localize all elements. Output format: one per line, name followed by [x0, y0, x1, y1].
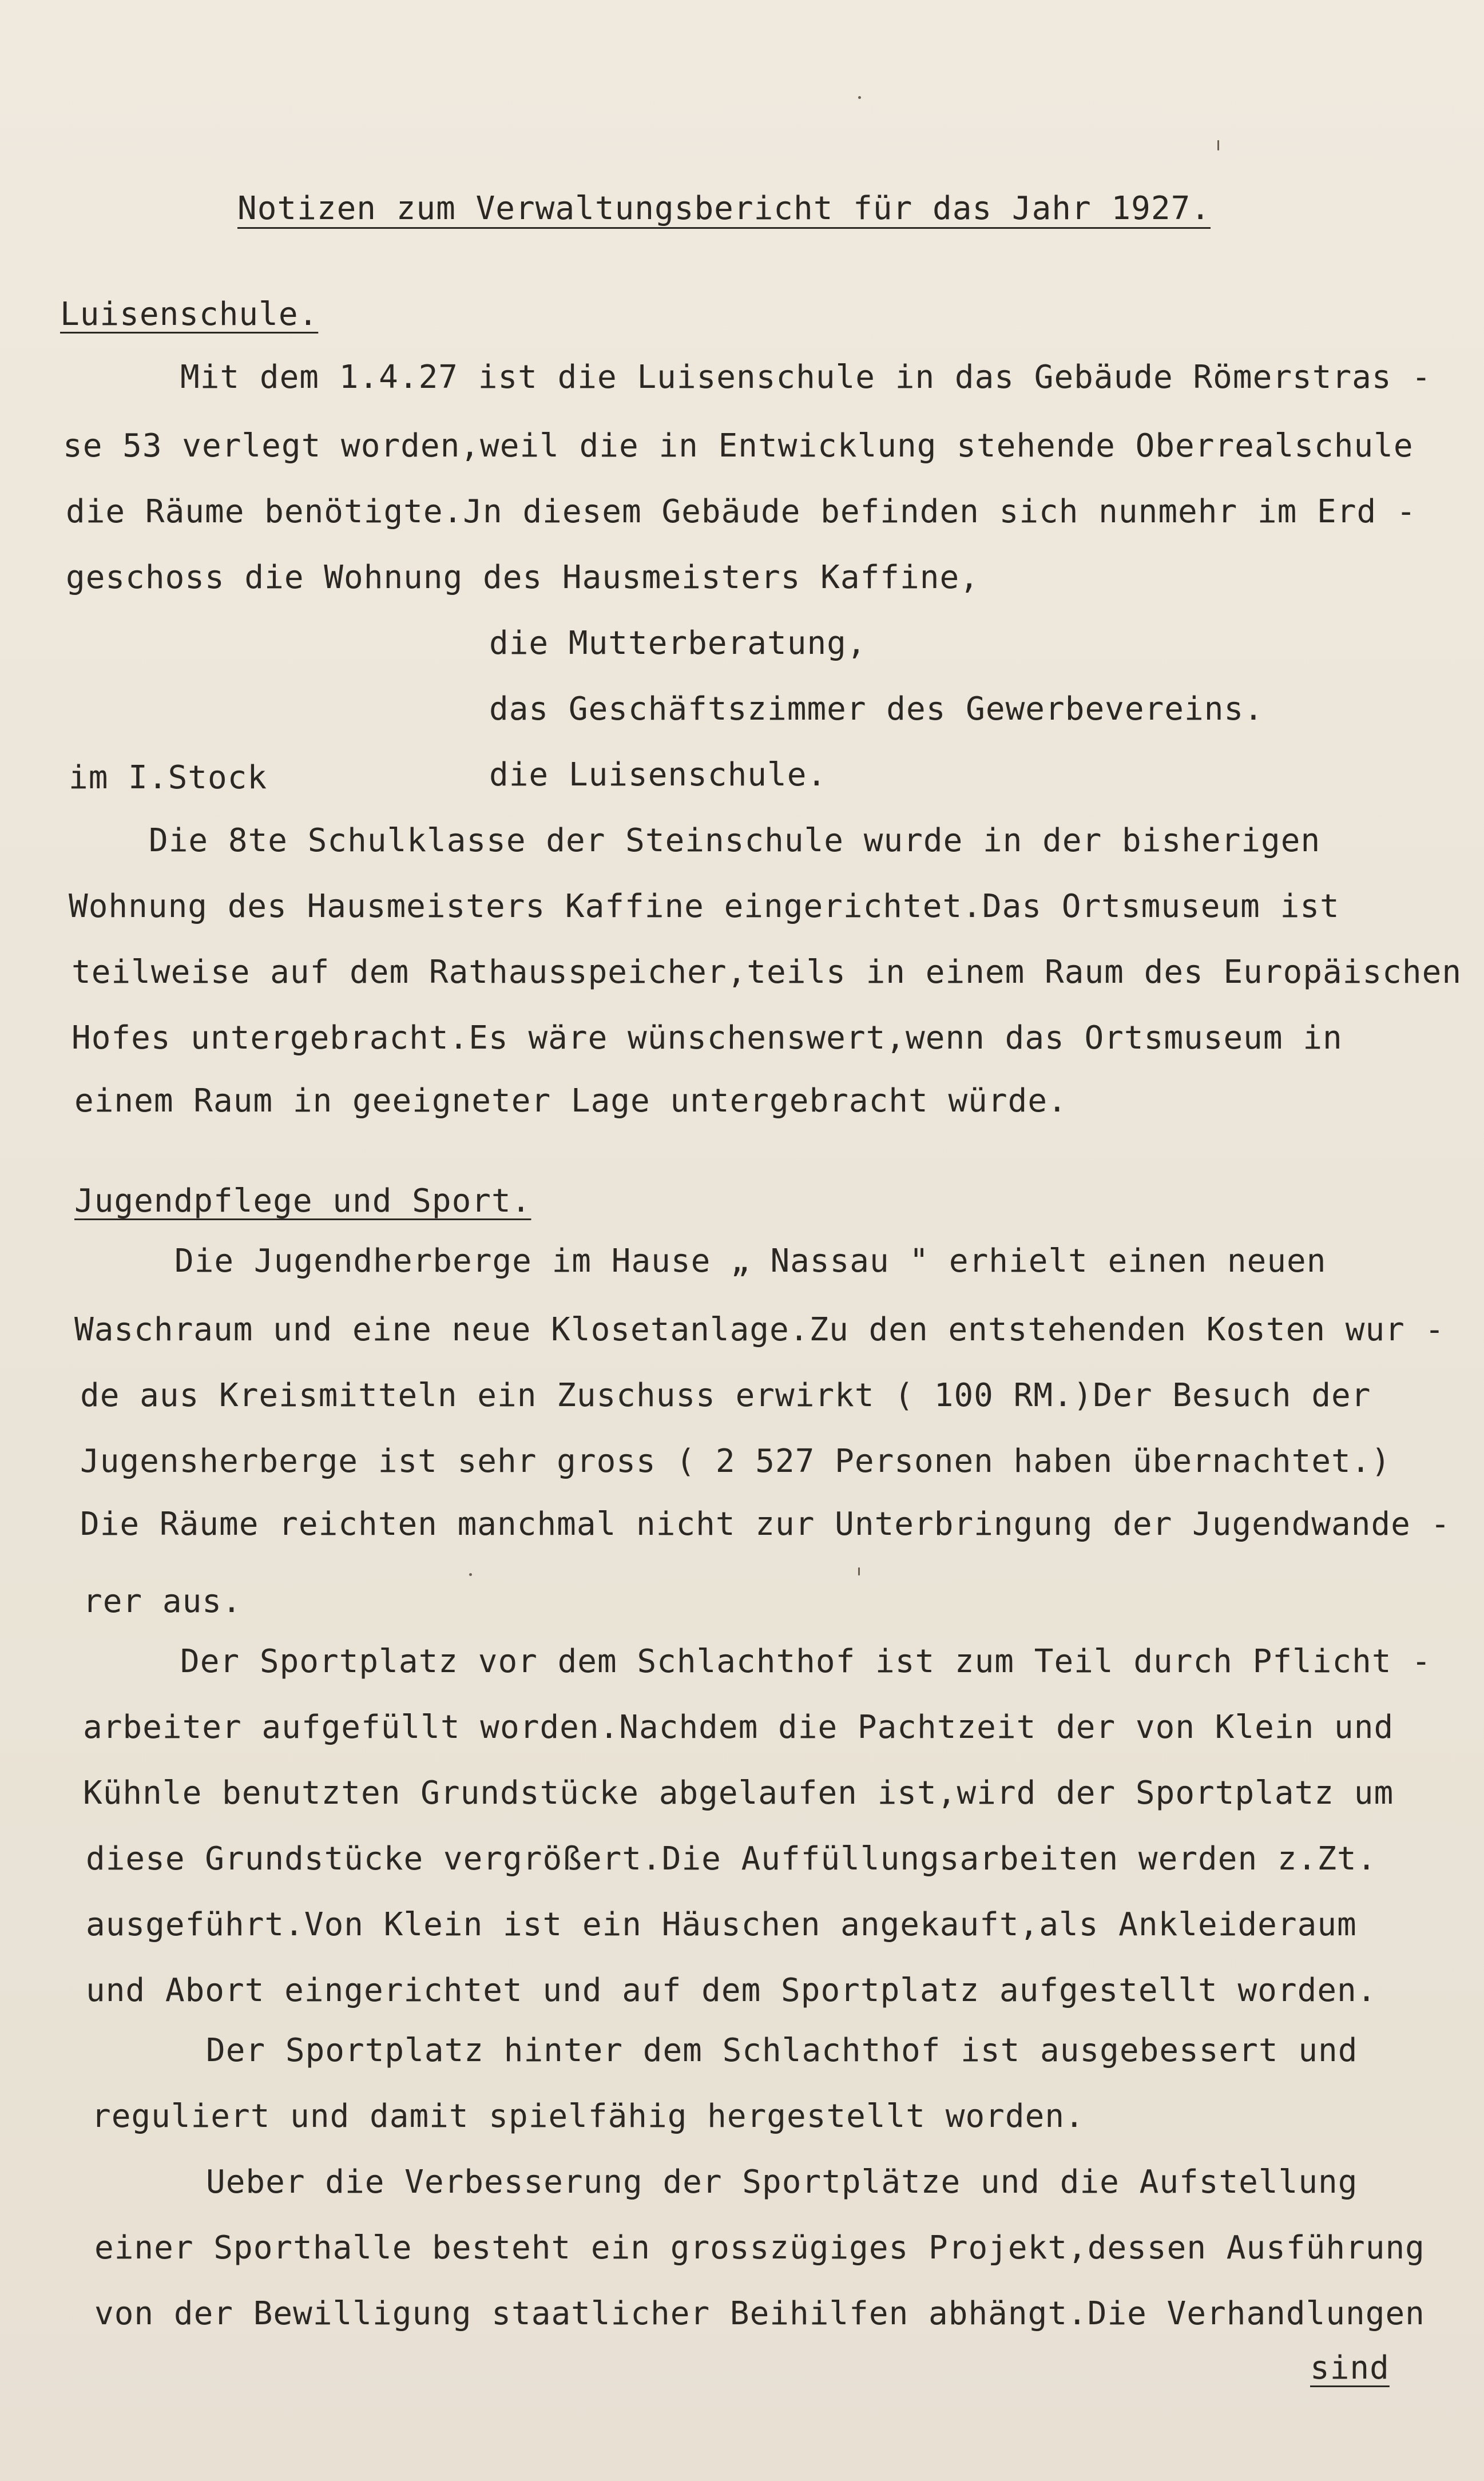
text-line: rer aus.	[83, 1583, 242, 1620]
text-line: Der Sportplatz vor dem Schlachthof ist zum Teil durch Pflicht -	[180, 1643, 1432, 1680]
text-line: geschoss die Wohnung des Hausmeisters Kaffine,	[66, 559, 979, 596]
text-line: Wohnung des Hausmeisters Kaffine eingerichtet.Das Ortsmuseum ist	[69, 888, 1340, 925]
text-line: das Geschäftszimmer des Gewerbevereins.	[489, 690, 1264, 728]
text-line: Mit dem 1.4.27 ist die Luisenschule in das Gebäude Römerstras -	[180, 359, 1432, 396]
text-line: einer Sporthalle besteht ein grosszügiges Projekt,dessen Ausführung	[94, 2229, 1425, 2266]
text-line: se 53 verlegt worden,weil die in Entwicklung stehende Oberrealschule	[63, 427, 1414, 465]
text-line: Die 8te Schulklasse der Steinschule wurde in der bisherigen	[149, 822, 1321, 859]
paper-speck	[858, 1567, 860, 1575]
text-line: einem Raum in geeigneter Lage untergebracht würde.	[74, 1082, 1068, 1120]
text-line: die Räume benötigte.Jn diesem Gebäude befinden sich nunmehr im Erd -	[66, 493, 1416, 530]
text-line: Die Räume reichten manchmal nicht zur Unterbringung der Jugendwande -	[80, 1506, 1451, 1543]
text-line: Jugensherberge ist sehr gross ( 2 527 Personen haben übernachtet.)	[80, 1443, 1391, 1480]
section-heading-luisenschule: Luisenschule.	[60, 296, 319, 333]
text-line: Waschraum und eine neue Klosetanlage.Zu den entstehenden Kosten wur -	[74, 1311, 1445, 1348]
paper-speck	[858, 96, 861, 99]
text-line: arbeiter aufgefüllt worden.Nachdem die Pachtzeit der von Klein und	[83, 1709, 1394, 1746]
text-line: diese Grundstücke vergrößert.Die Auffüllungsarbeiten werden z.Zt.	[86, 1840, 1377, 1877]
text-line: Der Sportplatz hinter dem Schlachthof ist ausgebessert und	[206, 2032, 1358, 2069]
text-line: Die Jugendherberge im Hause „ Nassau " erhielt einen neuen	[174, 1243, 1327, 1280]
section-heading-jugendpflege: Jugendpflege und Sport.	[74, 1182, 531, 1220]
paper-speck	[1217, 140, 1219, 150]
text-line: Ueber die Verbesserung der Sportplätze und die Aufstellung	[206, 2164, 1358, 2201]
text-line: und Abort eingerichtet und auf dem Sportplatz aufgestellt worden.	[86, 1972, 1377, 2009]
text-line: im I.Stock	[69, 759, 268, 796]
catchword: sind	[1310, 2349, 1390, 2387]
text-line: de aus Kreismitteln ein Zuschuss erwirkt ( 100 RM.)Der Besuch der	[80, 1377, 1371, 1414]
text-line: teilweise auf dem Rathausspeicher,teils in einem Raum des Europäischen	[72, 954, 1462, 991]
text-line: die Mutterberatung,	[489, 625, 867, 662]
paper-speck	[469, 1573, 472, 1576]
text-line: reguliert und damit spielfähig hergestellt worden.	[92, 2098, 1085, 2135]
text-line: Hofes untergebracht.Es wäre wünschenswert,wenn das Ortsmuseum in	[72, 1019, 1343, 1057]
document-title: Notizen zum Verwaltungsbericht für das Jahr 1927.	[237, 190, 1211, 227]
text-line: Kühnle benutzten Grundstücke abgelaufen ist,wird der Sportplatz um	[83, 1775, 1394, 1812]
text-line: von der Bewilligung staatlicher Beihilfen abhängt.Die Verhandlungen	[94, 2295, 1425, 2332]
text-line: ausgeführt.Von Klein ist ein Häuschen angekauft,als Ankleideraum	[86, 1906, 1357, 1943]
text-line: die Luisenschule.	[489, 756, 827, 793]
